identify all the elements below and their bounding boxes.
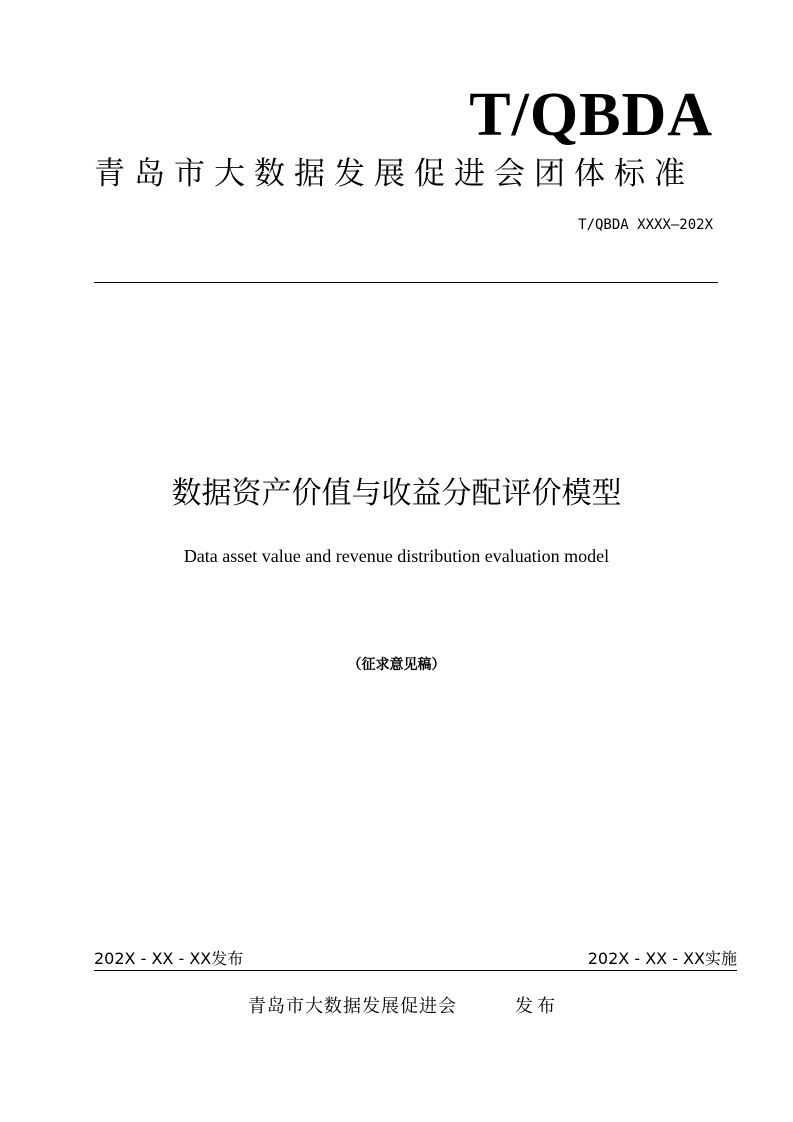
publish-date: 202X - XX - XX发布: [94, 949, 244, 968]
issuer-action: 发布: [515, 996, 559, 1017]
standard-number: T/QBDA XXXX—202X: [578, 217, 713, 233]
implement-date: 202X - XX - XX实施: [587, 949, 737, 968]
header-divider: [94, 282, 718, 283]
document-title-english: Data asset value and revenue distribution evaluation model: [183, 546, 610, 566]
org-code: T/QBDA: [469, 81, 713, 149]
standard-type: 青岛市大数据发展促进会团体标准: [94, 156, 694, 192]
draft-status: （征求意见稿）: [347, 657, 446, 673]
footer-divider: [94, 970, 737, 971]
document-title-chinese: 数据资产价值与收益分配评价模型: [171, 476, 622, 511]
issuer-name: 青岛市大数据发展促进会: [248, 996, 457, 1017]
